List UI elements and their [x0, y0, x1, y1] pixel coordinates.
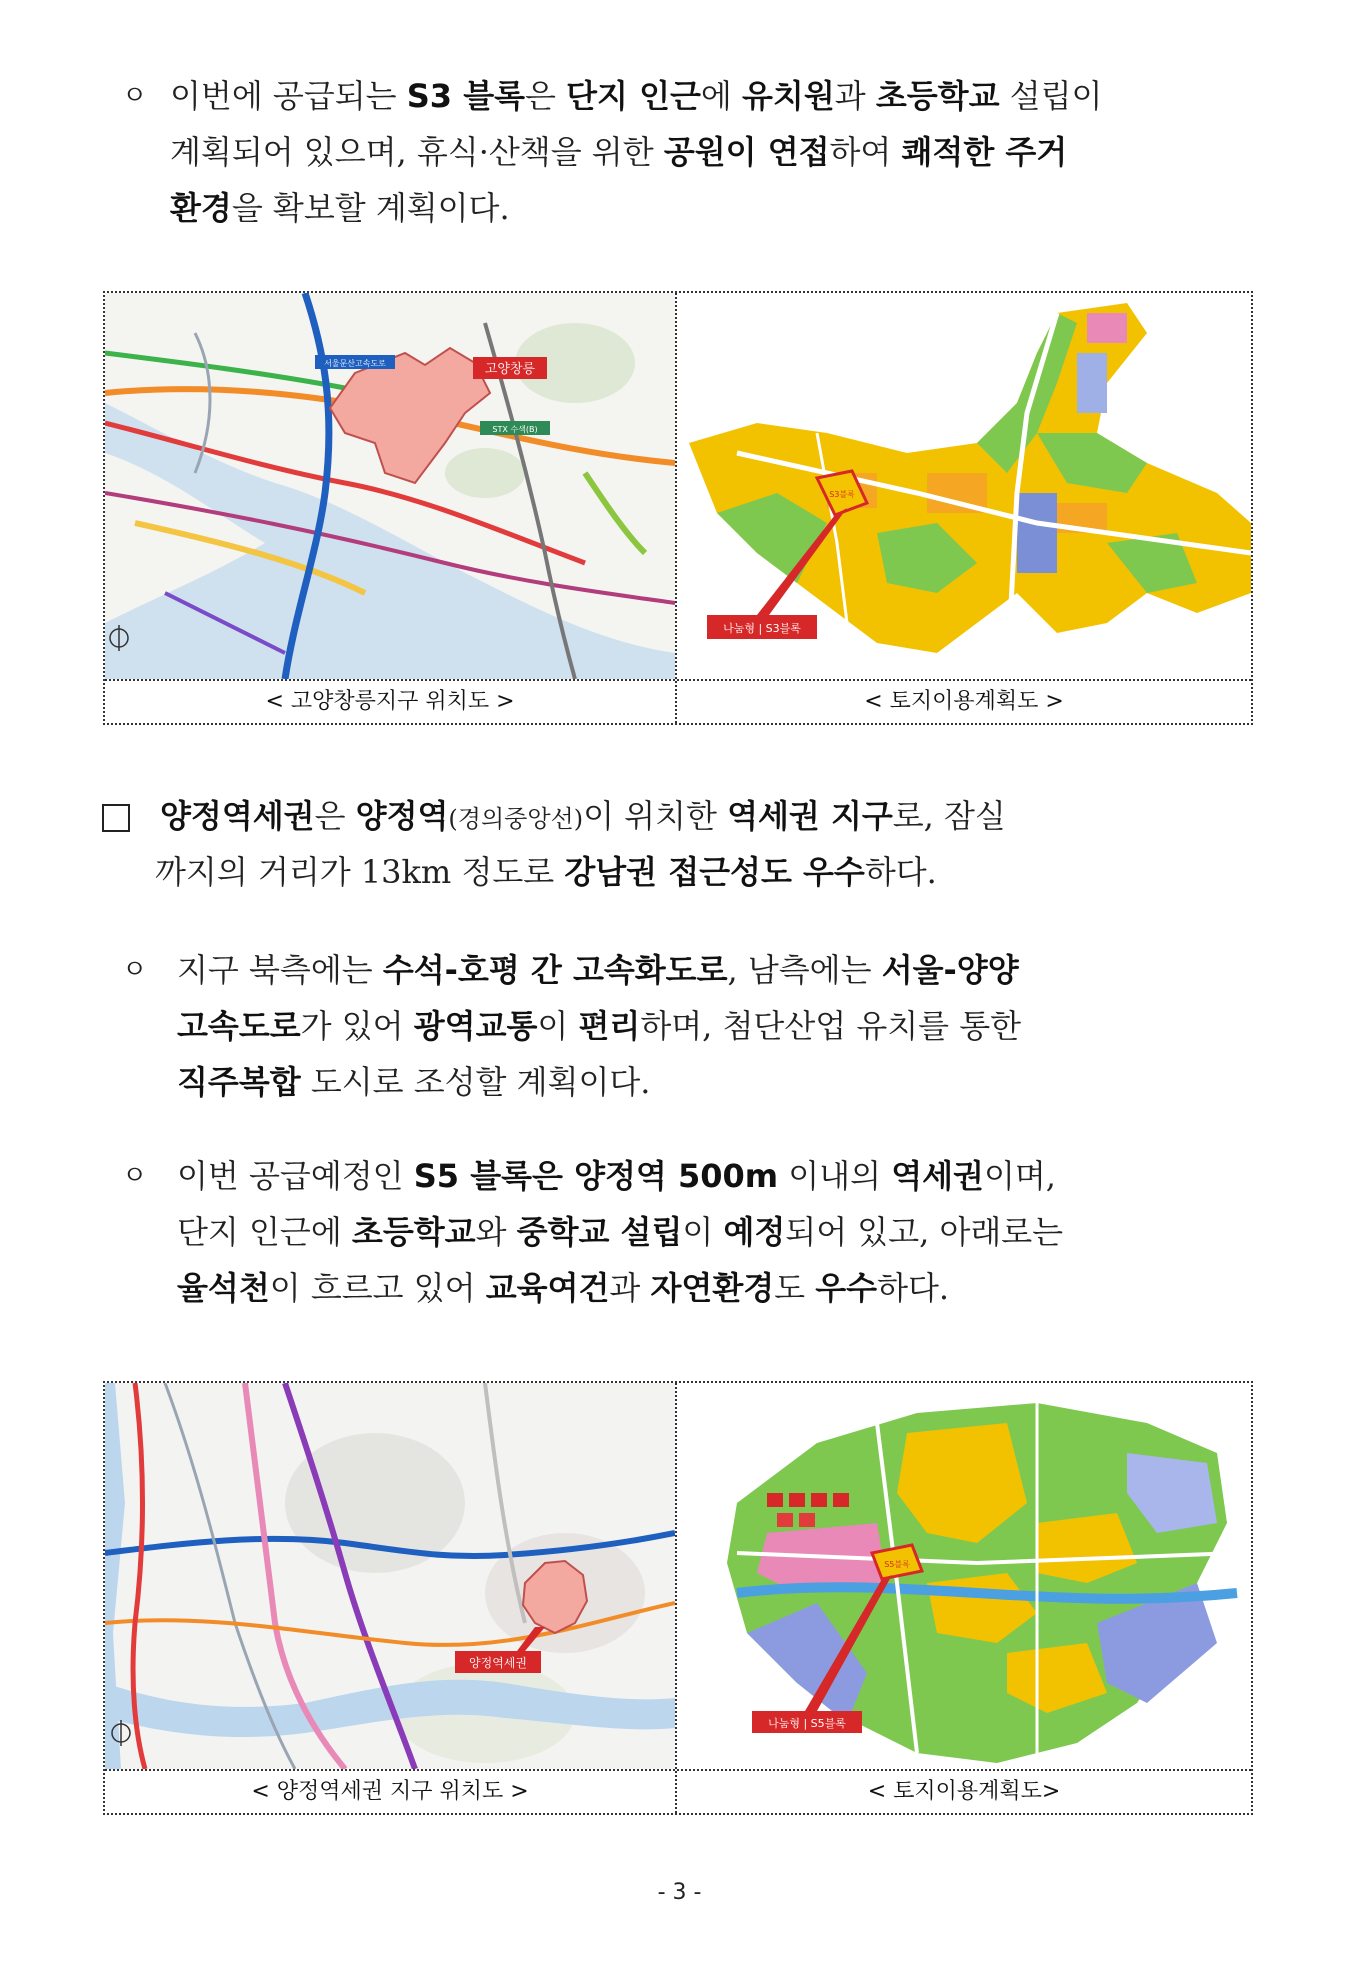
figure1-caption-row — [105, 679, 1251, 723]
figure1-right-caption: < 토지이용계획도 > — [864, 689, 1064, 714]
square-bullet-icon — [102, 804, 130, 832]
text-run: 과 — [834, 77, 876, 115]
figure2-right-caption: < 토지이용계획도> — [867, 1779, 1061, 1804]
text-run: 이내의 — [778, 1157, 892, 1195]
text-run: 은 — [525, 77, 567, 115]
text-run: 설립이 — [999, 77, 1103, 115]
text-run: 은 — [314, 797, 356, 835]
text-run: 이 위치한 — [583, 797, 728, 835]
section4-line-3 — [177, 1260, 949, 1316]
text-run: 지구 북측에는 — [177, 951, 383, 989]
text-run: 이번 공급예정인 — [177, 1157, 414, 1195]
text-run: 공원이 연접 — [663, 133, 830, 171]
figure2-caption-row — [105, 1769, 1251, 1813]
circle-bullet-icon: ㅇ — [122, 955, 148, 985]
location-map-road-label-1: 서울문산고속도로 — [324, 359, 386, 368]
section3-line-1 — [177, 942, 1019, 998]
location-map-graphic-2 — [105, 1383, 675, 1769]
figure2-land-use-map — [677, 1383, 1251, 1769]
section3-line-2 — [177, 998, 1021, 1054]
figure2-box — [103, 1381, 1253, 1815]
text-run: 중학교 설립 — [516, 1213, 683, 1251]
text-run: 강남권 접근성도 우수 — [564, 853, 865, 891]
land-use-map-label: 나눔형 | S3블록 — [723, 622, 801, 635]
text-run: 광역교통 — [413, 1007, 538, 1045]
text-run: 단지 인근에 — [177, 1213, 352, 1251]
text-run: 초등학교 — [875, 77, 1000, 115]
text-run: 편리 — [578, 1007, 641, 1045]
text-run: S5 블록은 양정역 500m — [413, 1157, 779, 1195]
text-run: 유치원 — [742, 77, 835, 115]
location-map-label: 고양창릉 — [484, 362, 536, 377]
text-run: , 남측에는 — [727, 951, 882, 989]
land-use-map-graphic-2 — [677, 1383, 1251, 1769]
section1-line-2 — [170, 124, 1067, 180]
location-map-graphic — [105, 293, 675, 679]
text-run: 서울-양양 — [881, 951, 1019, 989]
text-run: 되어 있고, 아래로는 — [785, 1213, 1064, 1251]
section2-line-2 — [155, 844, 937, 900]
figure1-left-caption: < 고양창릉지구 위치도 > — [105, 681, 677, 723]
text-run: 교육여건 — [485, 1269, 610, 1307]
section3-line-3 — [177, 1054, 650, 1110]
text-run: 하여 — [829, 133, 902, 171]
text-run: 이 흐르고 있어 — [269, 1269, 486, 1307]
section4-line-1 — [177, 1148, 1056, 1204]
section2-line-1 — [160, 788, 1006, 847]
circle-bullet-icon: ㅇ — [122, 81, 148, 111]
section1-line-3 — [170, 180, 510, 236]
text-run: 계획되어 있으며, 휴식·산책을 위한 — [170, 133, 664, 171]
text-run: 환경 — [170, 189, 232, 227]
text-run: 쾌적한 주거 — [901, 133, 1068, 171]
text-run: 이며, — [983, 1157, 1056, 1195]
text-run: 하다. — [864, 853, 937, 891]
figure2-left-caption: < 양정역세권 지구 위치도 > — [105, 1771, 677, 1813]
text-run: 로, 잠실 — [892, 797, 1006, 835]
location-map-label-2: 양정역세권 — [469, 1656, 527, 1670]
land-use-map-graphic — [677, 293, 1251, 679]
page-number: - 3 - — [657, 1880, 702, 1905]
land-use-block-label: S3블록 — [829, 490, 855, 499]
land-use-map-label-2: 나눔형 | S5블록 — [768, 1717, 846, 1730]
text-run: 예정 — [723, 1213, 786, 1251]
text-run: 하다. — [877, 1269, 950, 1307]
figure2-location-map — [105, 1383, 677, 1769]
text-run: 초등학교 — [351, 1213, 476, 1251]
text-run: 과 — [609, 1269, 651, 1307]
text-run: 을 확보할 계획이다. — [231, 189, 510, 227]
text-run: 이 — [537, 1007, 579, 1045]
text-run: 역세권 지구 — [727, 797, 893, 835]
text-run: 이 — [682, 1213, 724, 1251]
text-run: 와 — [475, 1213, 517, 1251]
text-run: 에 — [700, 77, 742, 115]
text-run: 역세권 — [891, 1157, 984, 1195]
text-run: 가 있어 — [300, 1007, 414, 1045]
text-run: 도시로 조성할 계획이다. — [300, 1063, 651, 1101]
location-map-road-label-2: STX 수색(B) — [492, 425, 538, 434]
figure1-box — [103, 291, 1253, 725]
text-run: 양정역 — [355, 797, 449, 835]
text-run: 수석-호평 간 고속화도로 — [382, 951, 728, 989]
land-use-block-label-2: S5블록 — [884, 1560, 910, 1569]
figure1-location-map — [105, 293, 677, 679]
text-run: 직주복합 — [177, 1063, 301, 1101]
text-run: 이번에 공급되는 — [170, 77, 407, 115]
text-run: S3 블록 — [406, 77, 526, 115]
text-run: 자연환경 — [650, 1269, 775, 1307]
circle-bullet-icon: ㅇ — [122, 1161, 148, 1191]
text-run: 율석천 — [177, 1269, 270, 1307]
text-run: 우수 — [815, 1269, 878, 1307]
text-run: 양정역세권 — [160, 797, 315, 835]
text-run: 까지의 거리가 13km 정도로 — [155, 853, 565, 891]
figure1-land-use-map — [677, 293, 1251, 679]
text-run: 도 — [774, 1269, 816, 1307]
text-run: 하며, 첨단산업 유치를 통한 — [640, 1007, 1022, 1045]
text-run: (경의중앙선) — [448, 805, 584, 833]
text-run: 단지 인근 — [566, 77, 701, 115]
section4-line-2 — [177, 1204, 1063, 1260]
text-run: 고속도로 — [177, 1007, 301, 1045]
section1-line-1 — [170, 68, 1102, 124]
